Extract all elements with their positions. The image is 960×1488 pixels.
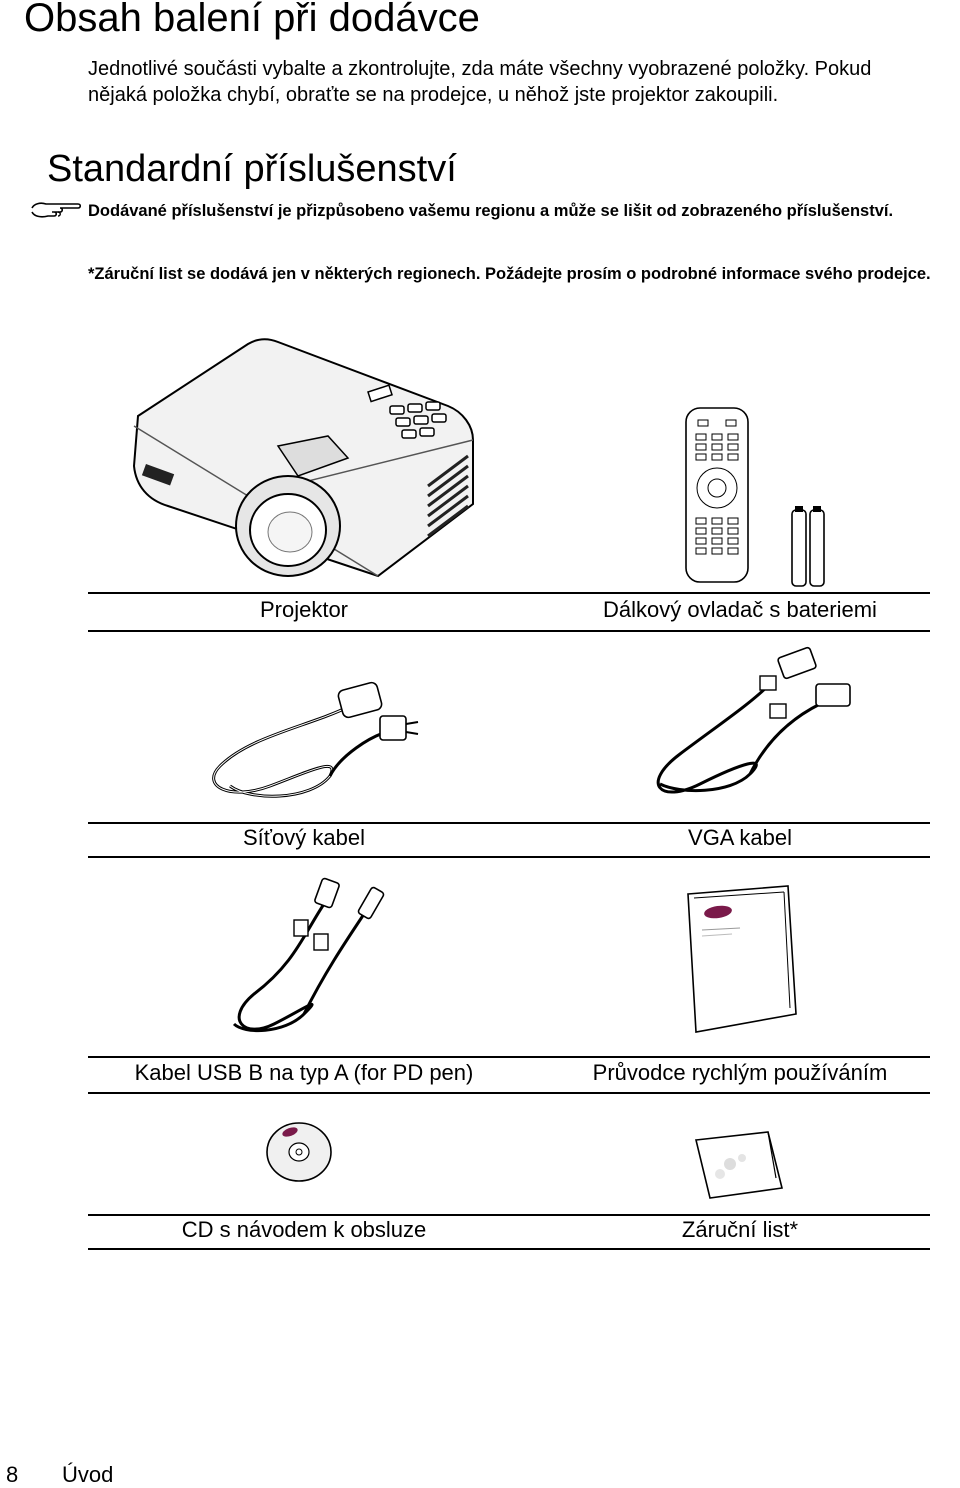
row-3-bottom-rule	[88, 1092, 930, 1094]
row-4-bottom-rule	[88, 1248, 930, 1250]
caption-warranty: Záruční list*	[681, 1217, 799, 1242]
note-accessories-region: Dodávané příslušenství je přizpůsobeno vašemu regionu a může se lišit od zobrazeného příslušenství.	[88, 202, 894, 220]
power-cable-icon	[190, 676, 430, 806]
caption-quick-guide: Průvodce rychlým používáním	[592, 1060, 888, 1085]
footer-section-label: Úvod	[62, 1462, 114, 1487]
row-1-bottom-rule	[88, 630, 930, 632]
row-2-bottom-rule	[88, 856, 930, 858]
vga-cable-icon	[620, 644, 860, 804]
pointing-hand-icon	[30, 196, 82, 222]
row-3-rule	[88, 1056, 930, 1058]
section-title: Standardní příslušenství	[47, 148, 457, 190]
caption-usb-cable: Kabel USB B na typ A (for PD pen)	[134, 1060, 474, 1085]
usb-cable-icon	[214, 874, 404, 1044]
warranty-card-icon	[690, 1130, 786, 1200]
intro-text: Jednotlivé součásti vybalte a zkontrolujte, zda máte všechny vyobrazené položky. Pokud nějaká položka chybí, obraťte se na prodejce, u něhož jste projektor zakoupili.	[88, 58, 872, 106]
caption-remote: Dálkový ovladač s bateriemi	[603, 597, 877, 622]
row-1-rule	[88, 592, 930, 594]
caption-projector: Projektor	[259, 597, 349, 622]
projector-icon	[128, 336, 480, 586]
note-warranty: *Záruční list se dodává jen v některých regionech. Požádejte prosím o podrobné informace svého prodejce.	[88, 265, 931, 283]
page-number: 8	[6, 1462, 19, 1487]
caption-vga-cable: VGA kabel	[688, 825, 792, 850]
remote-control-icon	[684, 406, 834, 586]
quick-guide-icon	[684, 884, 800, 1034]
page-title: Obsah balení při dodávce	[24, 0, 480, 40]
caption-cd: CD s návodem k obsluze	[181, 1217, 427, 1242]
cd-icon	[264, 1120, 334, 1184]
caption-power-cable: Síťový kabel	[243, 825, 365, 850]
